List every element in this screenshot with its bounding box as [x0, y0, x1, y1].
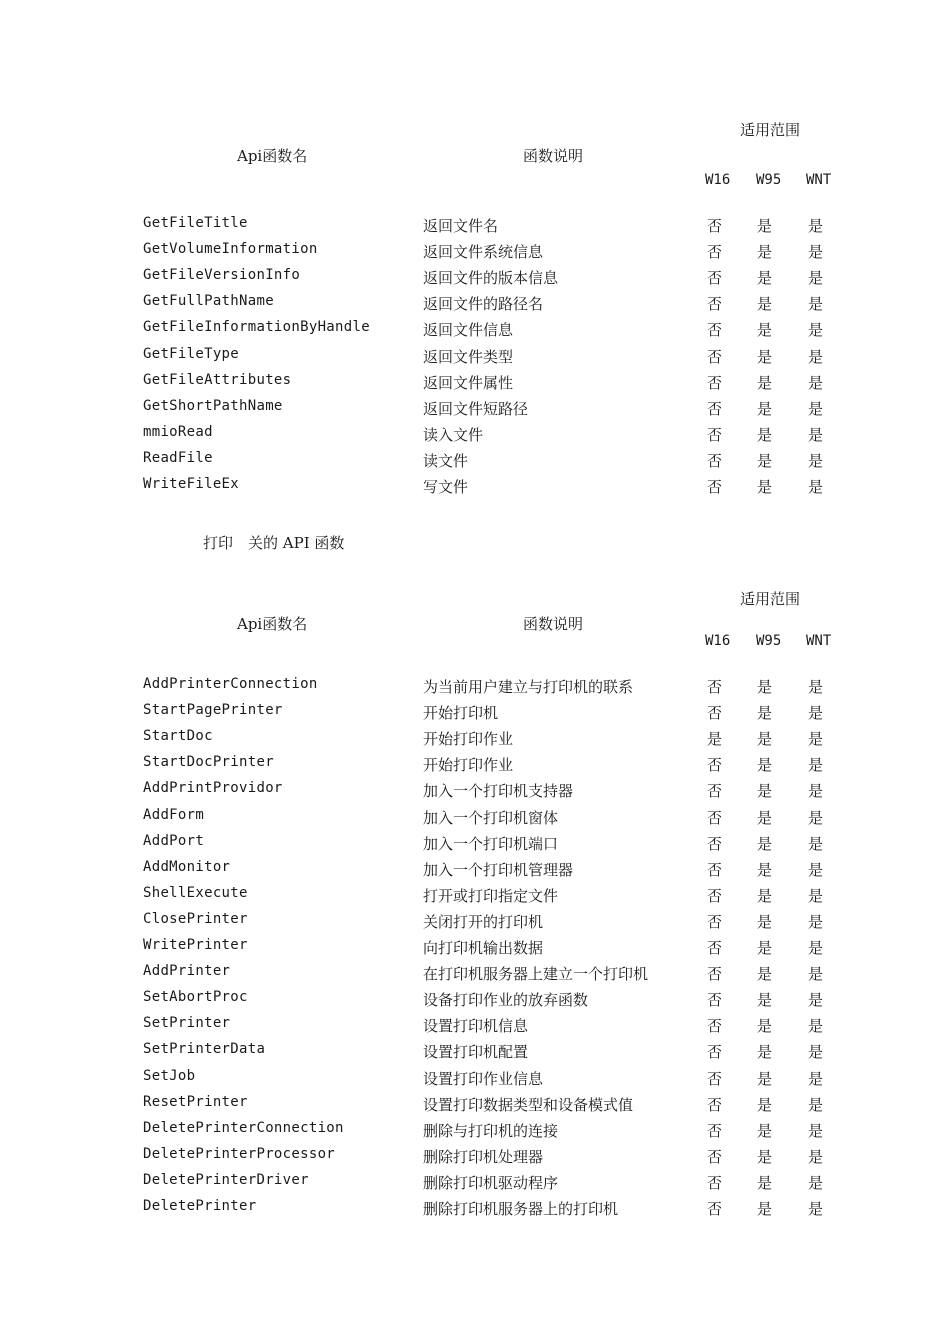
- w16-support: 是: [707, 730, 723, 749]
- wnt-support: 是: [808, 373, 824, 392]
- api-name: ResetPrinter: [143, 1093, 248, 1110]
- wnt-support: 是: [808, 678, 824, 696]
- wnt-support: 是: [808, 834, 824, 853]
- wnt-support: 是: [808, 269, 824, 288]
- w95-support: 是: [757, 269, 773, 288]
- table-row: [0, 702, 950, 728]
- api-name: WriteFileEx: [143, 476, 240, 492]
- wnt-support: 是: [808, 939, 824, 957]
- api-description: 删除与打印机的连接: [423, 1121, 559, 1140]
- w95-support: 是: [757, 886, 773, 905]
- api-name: DeletePrinter: [143, 1198, 257, 1214]
- table-row: [0, 1172, 950, 1198]
- table-row: [0, 1198, 950, 1224]
- api-description: 加入一个打印机管理器: [423, 860, 574, 879]
- api-description: 为当前用户建立与打印机的联系: [423, 678, 634, 696]
- wnt-support: 是: [808, 399, 824, 418]
- wnt-support: 是: [808, 808, 824, 827]
- w16-support: 否: [707, 425, 723, 444]
- w16-support: 否: [707, 1200, 723, 1218]
- table-row: [0, 215, 950, 241]
- table1-range-label: 适用范围: [740, 121, 801, 139]
- table-row: [0, 398, 950, 424]
- api-description: 关闭打开的打印机: [423, 912, 544, 931]
- api-name: ShellExecute: [143, 884, 248, 901]
- api-description: 删除打印机驱动程序: [423, 1173, 559, 1192]
- table-row: [0, 1120, 950, 1146]
- api-name: GetFileTitle: [143, 215, 248, 231]
- table-row: [0, 989, 950, 1015]
- w16-support: 否: [707, 834, 723, 853]
- api-name: StartPagePrinter: [143, 702, 283, 719]
- api-description: 返回文件属性: [423, 373, 514, 392]
- api-name: AddPrintProvidor: [143, 780, 283, 797]
- table-row: [0, 1146, 950, 1172]
- w16-support: 否: [707, 860, 723, 879]
- table-row: [0, 963, 950, 989]
- w16-support: 否: [707, 321, 723, 340]
- api-description: 写文件: [423, 478, 469, 496]
- api-name: GetVolumeInformation: [143, 241, 318, 258]
- w95-support: 是: [757, 373, 773, 392]
- wnt-support: 是: [808, 1095, 824, 1114]
- api-description: 返回文件的路径名: [423, 295, 544, 314]
- table2-wnt-label: WNT: [806, 633, 832, 649]
- table-row: [0, 1068, 950, 1094]
- w95-support: 是: [757, 912, 773, 931]
- table2-w16-label: W16: [705, 633, 731, 649]
- w16-support: 否: [707, 756, 723, 775]
- w16-support: 否: [707, 808, 723, 827]
- table-row: [0, 241, 950, 267]
- w16-support: 否: [707, 243, 723, 262]
- api-description: 删除打印机处理器: [423, 1147, 544, 1166]
- w95-support: 是: [757, 478, 773, 496]
- api-name: StartDoc: [143, 728, 213, 745]
- table2-w95-label: W95: [756, 633, 782, 649]
- api-description: 设置打印作业信息: [423, 1069, 544, 1088]
- api-name: WritePrinter: [143, 937, 248, 953]
- api-name: AddPrinter: [143, 963, 231, 980]
- table-row: [0, 450, 950, 476]
- api-name: SetPrinter: [143, 1015, 231, 1032]
- w16-support: 否: [707, 269, 723, 288]
- table2-desc-label: 函数说明: [523, 615, 584, 633]
- w16-support: 否: [707, 1147, 723, 1166]
- w16-support: 否: [707, 347, 723, 366]
- api-description: 在打印机服务器上建立一个打印机: [423, 965, 649, 984]
- api-description: 删除打印机服务器上的打印机: [423, 1200, 619, 1218]
- api-name: SetJob: [143, 1067, 196, 1084]
- api-name: SetAbortProc: [143, 989, 248, 1006]
- wnt-support: 是: [808, 1121, 824, 1140]
- table-row: [0, 807, 950, 833]
- w95-support: 是: [757, 782, 773, 801]
- w16-support: 否: [707, 1017, 723, 1036]
- api-description: 读入文件: [423, 425, 484, 444]
- w95-support: 是: [757, 678, 773, 696]
- api-description: 读文件: [423, 451, 469, 470]
- api-description: 加入一个打印机端口: [423, 834, 559, 853]
- w95-support: 是: [757, 399, 773, 418]
- w95-support: 是: [757, 730, 773, 749]
- table-row: [0, 372, 950, 398]
- api-description: 开始打印作业: [423, 730, 514, 749]
- api-name: DeletePrinterConnection: [143, 1119, 344, 1136]
- wnt-support: 是: [808, 295, 824, 314]
- api-description: 设置打印机配置: [423, 1043, 529, 1062]
- wnt-support: 是: [808, 347, 824, 366]
- api-description: 向打印机输出数据: [423, 939, 544, 957]
- w16-support: 否: [707, 1173, 723, 1192]
- api-name: GetFileType: [143, 345, 240, 362]
- w16-support: 否: [707, 886, 723, 905]
- table-row: [0, 346, 950, 372]
- wnt-support: 是: [808, 321, 824, 340]
- table1-wnt-label: WNT: [806, 172, 832, 188]
- wnt-support: 是: [808, 730, 824, 749]
- wnt-support: 是: [808, 965, 824, 984]
- wnt-support: 是: [808, 1017, 824, 1036]
- wnt-support: 是: [808, 886, 824, 905]
- wnt-support: 是: [808, 451, 824, 470]
- api-description: 开始打印机: [423, 704, 499, 723]
- w95-support: 是: [757, 965, 773, 984]
- table-row: [0, 780, 950, 806]
- table-row: [0, 267, 950, 293]
- api-description: 返回文件名: [423, 217, 499, 235]
- w16-support: 否: [707, 478, 723, 496]
- wnt-support: 是: [808, 1200, 824, 1218]
- section-title: 打印 关的 API 函数: [203, 534, 345, 552]
- w16-support: 否: [707, 912, 723, 931]
- api-name: GetFullPathName: [143, 293, 274, 310]
- api-name: AddMonitor: [143, 858, 231, 875]
- api-description: 打开或打印指定文件: [423, 886, 559, 905]
- api-name: GetFileInformationByHandle: [143, 319, 370, 336]
- wnt-support: 是: [808, 782, 824, 801]
- api-name: ClosePrinter: [143, 910, 248, 927]
- api-description: 设置打印机信息: [423, 1017, 529, 1036]
- w95-support: 是: [757, 451, 773, 470]
- api-description: 返回文件类型: [423, 347, 514, 366]
- api-name: GetFileVersionInfo: [143, 267, 301, 284]
- w95-support: 是: [757, 243, 773, 262]
- table1-w95-label: W95: [756, 172, 782, 188]
- table-row: [0, 1041, 950, 1067]
- w16-support: 否: [707, 678, 723, 696]
- wnt-support: 是: [808, 478, 824, 496]
- table-row: [0, 728, 950, 754]
- w95-support: 是: [757, 1173, 773, 1192]
- w16-support: 否: [707, 965, 723, 984]
- api-name: GetFileAttributes: [143, 371, 292, 388]
- w16-support: 否: [707, 295, 723, 314]
- api-description: 返回文件系统信息: [423, 243, 544, 262]
- w16-support: 否: [707, 704, 723, 723]
- api-name: mmioRead: [143, 423, 213, 440]
- w95-support: 是: [757, 756, 773, 775]
- table-row: [0, 833, 950, 859]
- w95-support: 是: [757, 425, 773, 444]
- w95-support: 是: [757, 1095, 773, 1114]
- api-name: AddForm: [143, 806, 205, 823]
- w95-support: 是: [757, 834, 773, 853]
- api-description: 设备打印作业的放弃函数: [423, 991, 589, 1010]
- w95-support: 是: [757, 217, 773, 235]
- api-description: 返回文件的版本信息: [423, 269, 559, 288]
- w95-support: 是: [757, 1043, 773, 1062]
- table-row: [0, 885, 950, 911]
- w95-support: 是: [757, 347, 773, 366]
- api-description: 开始打印作业: [423, 756, 514, 775]
- api-name: DeletePrinterDriver: [143, 1171, 309, 1188]
- wnt-support: 是: [808, 860, 824, 879]
- w95-support: 是: [757, 1069, 773, 1088]
- table-row: [0, 1015, 950, 1041]
- table-row: [0, 319, 950, 345]
- w95-support: 是: [757, 1200, 773, 1218]
- w16-support: 否: [707, 991, 723, 1010]
- table-row: [0, 293, 950, 319]
- w95-support: 是: [757, 860, 773, 879]
- table1-desc-label: 函数说明: [523, 147, 584, 165]
- w16-support: 否: [707, 399, 723, 418]
- table1-w16-label: W16: [705, 172, 731, 188]
- w95-support: 是: [757, 808, 773, 827]
- table-row: [0, 937, 950, 963]
- w95-support: 是: [757, 321, 773, 340]
- wnt-support: 是: [808, 425, 824, 444]
- api-description: 设置打印数据类型和设备模式值: [423, 1095, 634, 1114]
- w95-support: 是: [757, 991, 773, 1010]
- api-name: SetPrinterData: [143, 1041, 266, 1058]
- w16-support: 否: [707, 451, 723, 470]
- table-row: [0, 911, 950, 937]
- w16-support: 否: [707, 1069, 723, 1088]
- wnt-support: 是: [808, 991, 824, 1010]
- api-description: 返回文件信息: [423, 321, 514, 340]
- api-name: DeletePrinterProcessor: [143, 1145, 336, 1162]
- table-row: [0, 476, 950, 502]
- w95-support: 是: [757, 704, 773, 723]
- w16-support: 否: [707, 1043, 723, 1062]
- w95-support: 是: [757, 295, 773, 314]
- w95-support: 是: [757, 1017, 773, 1036]
- wnt-support: 是: [808, 756, 824, 775]
- table1-name-label: Api函数名: [237, 147, 308, 165]
- wnt-support: 是: [808, 217, 824, 235]
- wnt-support: 是: [808, 243, 824, 262]
- w95-support: 是: [757, 1121, 773, 1140]
- api-name: ReadFile: [143, 449, 213, 466]
- wnt-support: 是: [808, 704, 824, 723]
- table-row: [0, 424, 950, 450]
- api-name: GetShortPathName: [143, 397, 283, 414]
- api-name: StartDocPrinter: [143, 754, 274, 771]
- wnt-support: 是: [808, 1147, 824, 1166]
- api-description: 返回文件短路径: [423, 399, 529, 418]
- wnt-support: 是: [808, 1043, 824, 1062]
- w95-support: 是: [757, 1147, 773, 1166]
- w95-support: 是: [757, 939, 773, 957]
- table-row: [0, 859, 950, 885]
- w16-support: 否: [707, 1095, 723, 1114]
- table-row: [0, 1094, 950, 1120]
- wnt-support: 是: [808, 1069, 824, 1088]
- table-row: [0, 754, 950, 780]
- w16-support: 否: [707, 939, 723, 957]
- table2-name-label: Api函数名: [237, 615, 308, 633]
- w16-support: 否: [707, 373, 723, 392]
- wnt-support: 是: [808, 1173, 824, 1192]
- w16-support: 否: [707, 1121, 723, 1140]
- api-name: AddPort: [143, 832, 205, 849]
- table-row: [0, 676, 950, 702]
- api-name: AddPrinterConnection: [143, 676, 318, 692]
- w16-support: 否: [707, 217, 723, 235]
- wnt-support: 是: [808, 912, 824, 931]
- api-description: 加入一个打印机窗体: [423, 808, 559, 827]
- api-description: 加入一个打印机支持器: [423, 782, 574, 801]
- w16-support: 否: [707, 782, 723, 801]
- table2-range-label: 适用范围: [740, 590, 801, 608]
